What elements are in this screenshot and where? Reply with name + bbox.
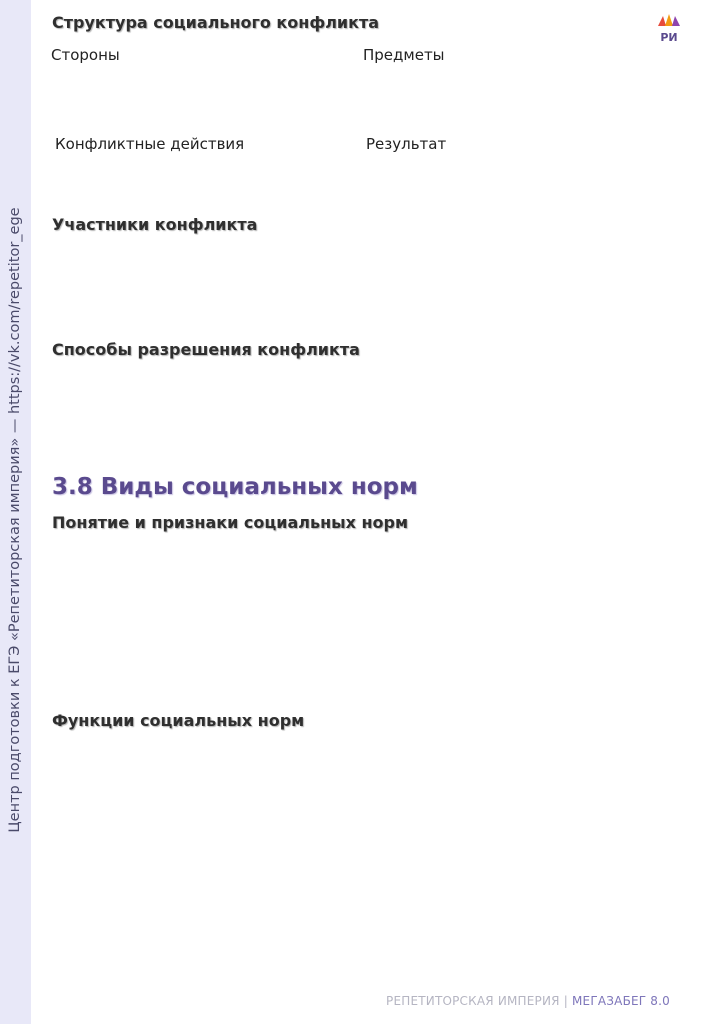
crown-logo-icon xyxy=(655,14,683,46)
structure-result-label: Результат xyxy=(366,135,447,153)
resolution-title: Способы разрешения конфликта xyxy=(52,340,360,359)
section-title: 3.8 Виды социальных норм xyxy=(52,474,418,500)
footer-separator: | xyxy=(559,994,572,1008)
footer-event: МЕГАЗАБЕГ 8.0 xyxy=(572,994,670,1008)
structure-actions-label: Конфликтные действия xyxy=(55,135,245,153)
sidebar-caption: Центр подготовки к ЕГЭ «Репетиторская империя» — https://vk.com/repetitor_ege xyxy=(7,207,23,833)
norms-concept-title: Понятие и признаки социальных норм xyxy=(52,513,409,532)
structure-title: Структура социального конфликта xyxy=(52,13,380,32)
logo-text: РИ xyxy=(660,31,678,44)
footer xyxy=(386,994,670,1008)
participants-title: Участники конфликта xyxy=(52,215,258,234)
footer-brand: РЕПЕТИТОРСКАЯ ИМПЕРИЯ xyxy=(386,994,560,1008)
structure-sides-label: Стороны xyxy=(51,46,120,64)
norms-functions-title: Функции социальных норм xyxy=(52,711,305,730)
structure-subjects-label: Предметы xyxy=(363,46,445,64)
